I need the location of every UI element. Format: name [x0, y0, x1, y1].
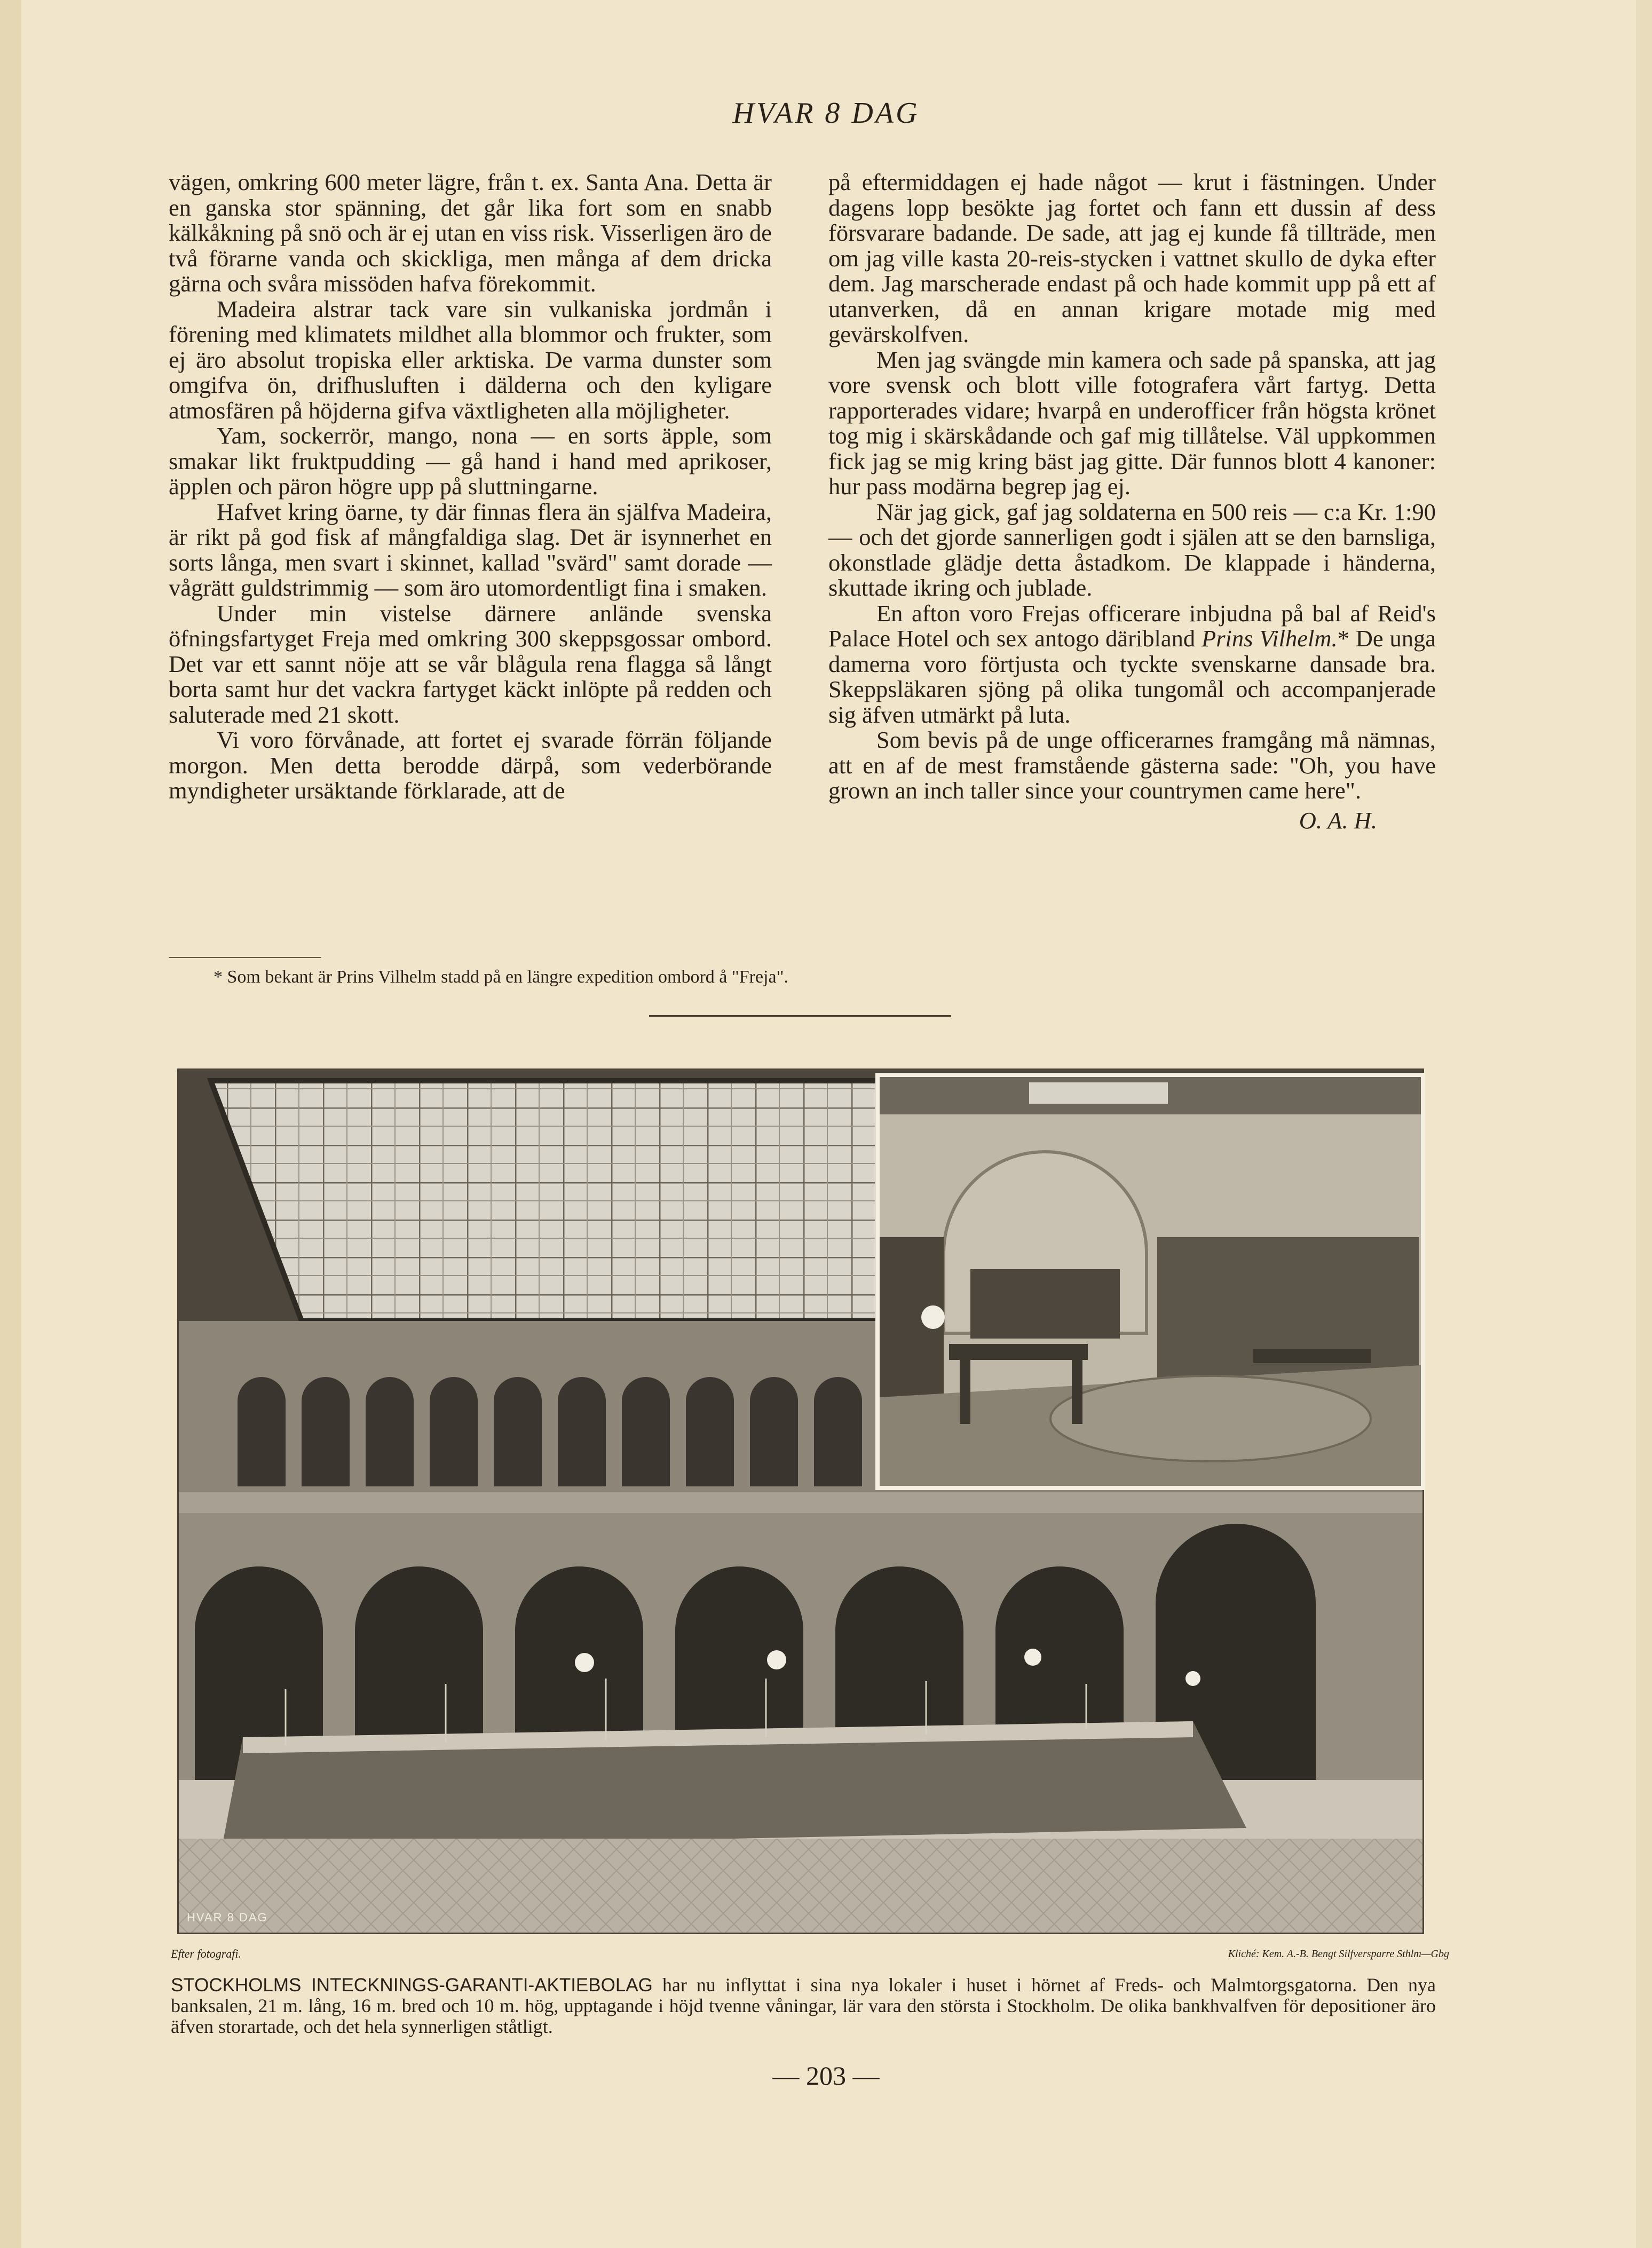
right-paragraph-1: på eftermiddagen ej hade något — krut i fästningen. Under dagens lopp besökte jag fortet och fann ett dussin af dess försvarare badande. De sade, att jag ej kunde få tillträde, men om jag ville kasta 20-reis-stycken i vattnet skullo de dyka efter dem. Jag marscherade endast på och hade kommit upp på ett af utanverken, då en annan krigare motade mig med gevärskolfven.	[828, 169, 1436, 347]
right-paragraph-2: Men jag svängde min kamera och sade på spanska, att jag vore svensk och blott ville fotografera vårt fartyg. Detta rapporterades vidare; hvarpå en underofficer från högsta krönet tog mig i skärskådande och gaf mig tillåtelse. Väl uppkommen fick jag se mig kring bäst jag gitte. Där funnos blott 4 kanoner: hur pass modärna begrep jag ej.	[828, 346, 1436, 500]
office-interior-illustration	[880, 1077, 1421, 1486]
right-column	[828, 170, 1436, 833]
ball-text-after: * De unga damerna voro förtjusta och tyckte svenskarne dansade bra. Skeppsläkaren sjöng på olika tungomål och accompanjerade sig äfven utmärkt på luta.	[828, 625, 1436, 728]
footnote: * Som bekant är Prins Vilhelm stadd på en längre expedition ombord å "Freja".	[214, 967, 788, 987]
ball-text-before: En afton voro Frejas officerare inbjudna på bal af Reid's Palace Hotel och sex antogo däribland	[828, 599, 1436, 652]
left-paragraph-5: Under min vistelse därnere anlände svenska öfningsfartyget Freja med omkring 300 skeppsgossar ombord. Det var ett sannt nöje att se vår blågula rena flagga så långt borta samt hur det vackra fartyget käckt inlöpte på redden och saluterade med 21 skott.	[169, 599, 772, 728]
left-paragraph-2: Madeira alstrar tack vare sin vulkaniska jordmån i förening med klimatets mildhet alla blommor och frukter, som ej äro absolut tropiska eller arktiska. De varma dunster som omgifva ön, drifhusluften i dälderna och den kyligare atmosfären på höjderna gifva växtligheten alla möjligheter.	[169, 295, 772, 424]
left-paragraph-6: Vi voro förvånade, att fortet ej svarade förrän följande morgon. Men detta berodde därpå, som vederbörande myndigheter ursäktande förklarade, att de	[169, 726, 772, 804]
caption-heading: STOCKHOLMS INTECKNINGS-GARANTI-AKTIEBOLAG	[171, 1975, 653, 1996]
running-header: HVAR 8 DAG	[732, 97, 920, 130]
ball-text-italic: Prins Vilhelm.	[1202, 625, 1338, 652]
right-paragraph-4	[828, 601, 1436, 728]
photo-watermark: HVAR 8 DAG	[187, 1911, 268, 1924]
caption-body: har nu inflyttat i sina nya lokaler i huset i hörnet af Freds- och Malmtorgsgatorna. Den nya banksalen, 21 m. lång, 16 m. bred och 10 m. hög, upptagande i höjd tvenne våningar, lär vara den största i Stockholm. De olika bankhvalfven för depositioner äro äfven storartade, och det hela synnerligen ståtligt.	[171, 1974, 1436, 2037]
left-column	[169, 170, 772, 804]
right-paragraph-3: När jag gick, gaf jag soldaterna en 500 reis — c:a Kr. 1:90 — och det gjorde sannerligen godt i själen att se den barnsliga, okonstlade glädje detta åstadkom. De klappade i händerna, skuttade ikring och jublade.	[828, 498, 1436, 601]
left-paragraph-3: Yam, sockerrör, mango, nona — en sorts äpple, som smakar likt fruktpudding — gå hand i hand med aprikoser, äpplen och päron högre upp på sluttningarne.	[169, 422, 772, 500]
photo-credit-left: Efter fotografi.	[171, 1947, 241, 1960]
left-paragraph-1: vägen, omkring 600 meter lägre, från t. ex. Santa Ana. Detta är en ganska stor spänning, det går lika fort som en snabb kälkåkning på snö och är ej utan en viss risk. Visserligen äro de två förarne vanda och skickliga, men många af dem dricka gärna och svåra missöden hafva förekommit.	[169, 169, 772, 297]
page-number: — 203 —	[772, 2061, 880, 2091]
left-paragraph-4: Hafvet kring öarne, ty där finnas flera än själfva Madeira, är rikt på god fisk af mångfaldiga slag. Det är isynnerhet en sorts långa, men svart i skinnet, kallad "svärd" samt dorade — vågrätt guldstrimmig — som äro utomordentligt fina i smaken.	[169, 498, 772, 601]
photo-caption	[171, 1975, 1436, 2037]
footnote-rule	[169, 957, 321, 958]
signature: O. A. H.	[1299, 806, 1377, 834]
right-paragraph-5: Som bevis på de unge officerarnes framgång må nämnas, att en af de mest framstående gästerna sade: "Oh, you have grown an inch taller since your countrymen came here".	[828, 726, 1436, 804]
office-interior-photograph	[875, 1073, 1425, 1490]
photo-credit-right: Kliché: Kem. A.-B. Bengt Silfversparre Sthlm—Gbg	[1228, 1948, 1449, 1960]
section-divider	[649, 1015, 951, 1017]
